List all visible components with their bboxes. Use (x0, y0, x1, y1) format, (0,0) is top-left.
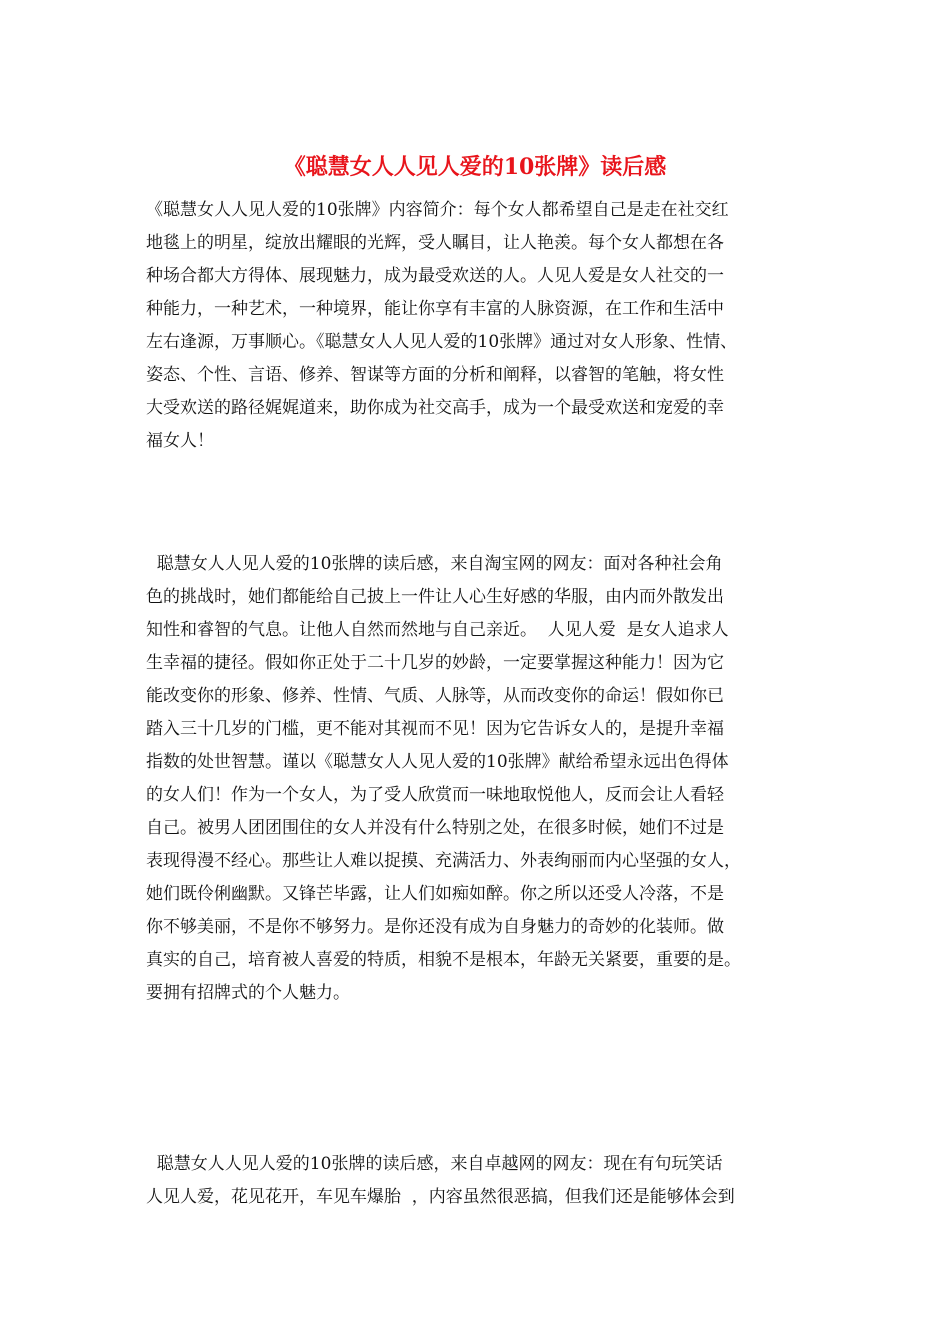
paragraph-line: 种场合都大方得体、展现魅力，成为最受欢送的人。人见人爱是女人社交的一 (146, 266, 724, 286)
paragraph-line: 福女人！ (146, 431, 214, 451)
paragraph-line: 指数的处世智慧。谨以《聪慧女人人见人爱的10张牌》献给希望永远出色得体 (146, 752, 729, 772)
paragraph-line: 表现得漫不经心。那些让人难以捉摸、充满活力、外表绚丽而内心坚强的女人， (146, 851, 741, 871)
document-title: 《聪慧女人人见人爱的10张牌》读后感 (283, 154, 667, 180)
paragraph-line: 种能力，一种艺术，一种境界，能让你享有丰富的人脉资源，在工作和生活中 (146, 299, 724, 319)
paragraph-line: 地毯上的明星，绽放出耀眼的光辉，受人瞩目，让人艳羡。每个女人都想在各 (146, 233, 724, 253)
paragraph-line: 踏入三十几岁的门槛，更不能对其视而不见！因为它告诉女人的，是提升幸福 (146, 719, 724, 739)
paragraph-line: 你不够美丽，不是你不够努力。是你还没有成为自身魅力的奇妙的化装师。做 (146, 917, 724, 937)
paragraph-line: 姿态、个性、言语、修养、智谋等方面的分析和阐释，以睿智的笔触，将女性 (146, 365, 724, 385)
paragraph-line: 聪慧女人人见人爱的10张牌的读后感，来自淘宝网的网友：面对各种社会角 (146, 554, 723, 574)
paragraph-line: 知性和睿智的气息。让他人自然而然地与自己亲近。 人见人爱 是女人追求人 (146, 620, 729, 640)
paragraph-line: 聪慧女人人见人爱的10张牌的读后感，来自卓越网的网友：现在有句玩笑话 (146, 1154, 723, 1174)
paragraph-line: 人见人爱，花见花开，车见车爆胎 ，内容虽然很恶搞，但我们还是能够体会到 (146, 1187, 735, 1207)
paragraph-review-taobao (146, 548, 816, 1010)
paragraph-intro (146, 194, 816, 458)
paragraph-line: 真实的自己，培育被人喜爱的特质，相貌不是根本，年龄无关紧要，重要的是。 (146, 950, 741, 970)
paragraph-line: 要拥有招牌式的个人魅力。 (146, 983, 350, 1003)
paragraph-line: 色的挑战时，她们都能给自己披上一件让人心生好感的华服，由内而外散发出 (146, 587, 724, 607)
paragraph-line: 大受欢送的路径娓娓道来，助你成为社交高手，成为一个最受欢送和宠爱的幸 (146, 398, 724, 418)
paragraph-line: 她们既伶俐幽默。又锋芒毕露，让人们如痴如醉。你之所以还受人冷落，不是 (146, 884, 724, 904)
paragraph-line: 能改变你的形象、修养、性情、气质、人脉等，从而改变你的命运！假如你已 (146, 686, 724, 706)
paragraph-review-joyo (146, 1148, 816, 1214)
paragraph-line: 《聪慧女人人见人爱的10张牌》内容简介：每个女人都希望自己是走在社交红 (146, 200, 729, 220)
paragraph-line: 生幸福的捷径。假如你正处于二十几岁的妙龄，一定要掌握这种能力！因为它 (146, 653, 724, 673)
paragraph-line: 左右逢源，万事顺心。《聪慧女人人见人爱的10张牌》通过对女人形象、性情、 (146, 332, 738, 352)
paragraph-line: 的女人们！作为一个女人，为了受人欣赏而一味地取悦他人，反而会让人看轻 (146, 785, 724, 805)
paragraph-line: 自己。被男人团团围住的女人并没有什么特别之处，在很多时候，她们不过是 (146, 818, 724, 838)
